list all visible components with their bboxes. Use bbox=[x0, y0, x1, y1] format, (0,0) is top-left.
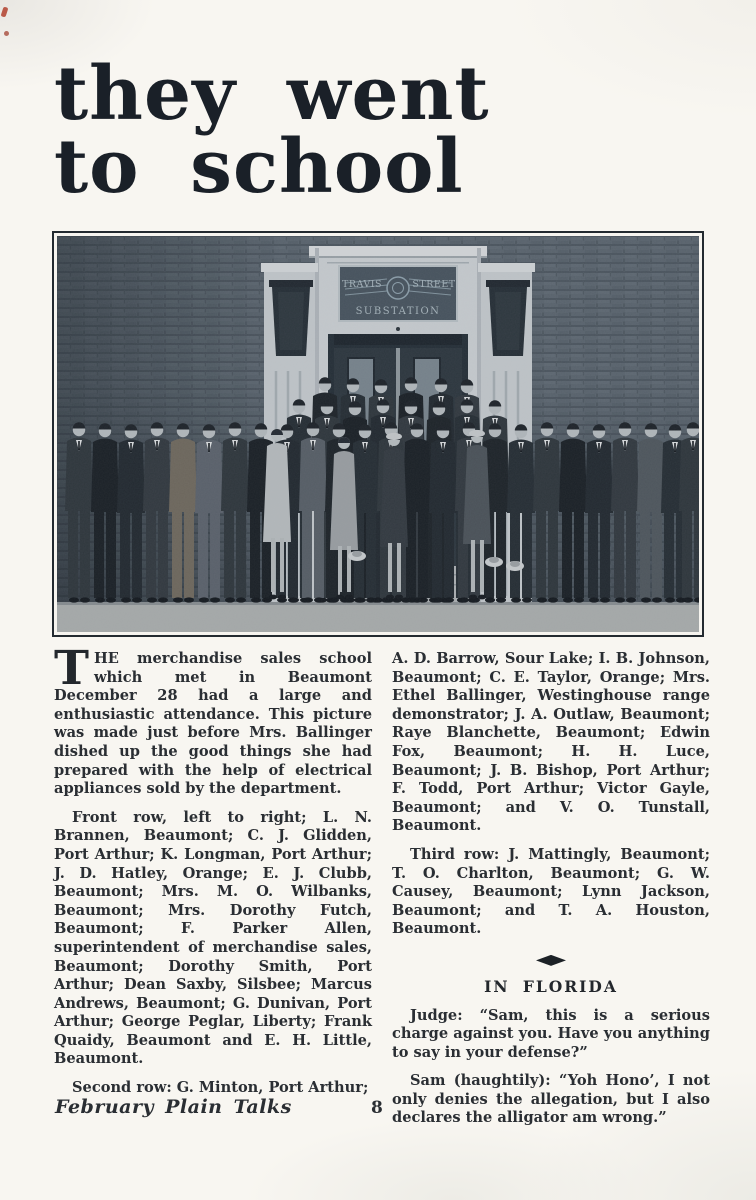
diamond-divider-icon bbox=[536, 955, 566, 966]
red-ink-speck bbox=[1, 6, 9, 17]
paragraph-second-row-continued: A. D. Barrow, Sour Lake; I. B. Johnson, Beaumont; C. E. Taylor, Orange; Mrs. Ethel Ballinger, Westinghouse range demonstrator; J. A. Outlaw, Beaumont; Raye Blanchette, Beaumont; Edwin Fox, Beaumont; H. H. Luce, Beaumont; J. B. Bishop, Port Arthur; F. Todd, Port Arthur; Victor Gayle, Beaumont; and V. O. Tunstall, Beaumont. bbox=[392, 650, 710, 835]
article-body bbox=[54, 641, 710, 1138]
drop-cap: T bbox=[54, 641, 89, 696]
column-left bbox=[54, 641, 372, 1138]
photo-frame bbox=[52, 231, 704, 637]
paragraph-second-row: Second row: G. Minton, Port Arthur; bbox=[72, 1079, 369, 1097]
paragraph-front-row: Front row, left to right; L. N. Brannen, Beaumont; C. J. Glidden, Port Arthur; K. Longman, Port Arthur; J. D. Hatley, Orange; E. J. Clubb, Beaumont; Mrs. M. O. Wilbanks, Beaumont; Mrs. Dorothy Futch, Beaumont; F. Parker Allen, superintendent of merchandise sales, Beaumont; Dorothy Smith, Port Arthur; Dean Saxby, Silsbee; Marcus Andrews, Beaumont; G. Dunivan, Port Arthur; George Peglar, Liberty; Frank Quaidy, Beaumont and E. H. Little, Beaumont. bbox=[54, 808, 372, 1068]
section-heading-in-florida: IN FLORIDA bbox=[484, 976, 618, 996]
paragraph-sam: Sam (haughtily): “Yoh Hono’, I not only denies the allegation, but I also declares the alligator am wrong.” bbox=[392, 1072, 710, 1127]
title-line-1: they went bbox=[54, 51, 490, 137]
page-number: 8 bbox=[371, 1098, 383, 1118]
footer-journal-name: February Plain Talks bbox=[55, 1096, 292, 1118]
column-right bbox=[392, 650, 710, 1138]
title-line-2: to school bbox=[54, 124, 464, 210]
paragraph-intro bbox=[54, 641, 372, 799]
intro-text: merchandise sales school which met in Beaumont December 28 had a large and enthusiastic attendance. This picture was made just before Mrs. Ballinger dished up the good things she had prepared with the help of electrical appliances sold by the department. bbox=[54, 650, 372, 798]
paragraph-judge: Judge: “Sam, this is a serious charge against you. Have you anything to say in your defense?” bbox=[392, 1006, 710, 1061]
page-title bbox=[54, 51, 490, 210]
group-photo bbox=[57, 236, 699, 632]
red-ink-speck-small bbox=[4, 31, 9, 36]
intro-caps: HE bbox=[93, 650, 119, 667]
paragraph-third-row: Third row: J. Mattingly, Beaumont; T. O. Charlton, Beaumont; G. W. Causey, Beaumont; Lynn Jackson, Beaumont; and T. A. Houston, Beaumont. bbox=[392, 845, 710, 938]
